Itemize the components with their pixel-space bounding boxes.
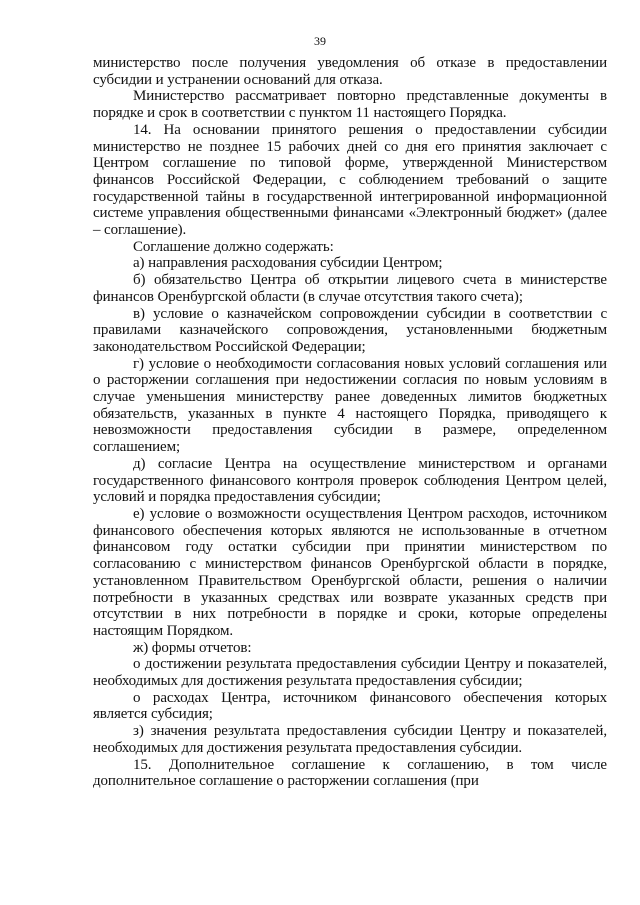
list-item-g: г) условие о необходимости согласования новых условий соглашения или о расторжении соглашения при недостижении согласия по новым условиям в случае уменьшения министерству ранее доведенных лимитов бюджетных обязательств, указанных в пункте 4 настоящего Порядка, приводящего к невозможности предоставления субсидии в размере, определенном соглашением; <box>93 355 607 456</box>
document-body <box>93 55 607 790</box>
list-item-z: з) значения результата предоставления субсидии Центру и показателей, необходимых для достижения результата предоставления субсидии. <box>93 723 607 756</box>
paragraph-15: 15. Дополнительное соглашение к соглашению, в том числе дополнительное соглашение о расторжении соглашения (при <box>93 756 607 790</box>
page-number: 39 <box>314 34 326 48</box>
list-item-b: б) обязательство Центра об открытии лицевого счета в министерстве финансов Оренбургской области (в случае отсутствия такого счета); <box>93 272 607 305</box>
paragraph-resubmission: Министерство рассматривает повторно представленные документы в порядке и срок в соответствии с пунктом 11 настоящего Порядка. <box>93 88 607 122</box>
paragraph-continuation: министерство после получения уведомления об отказе в предоставлении субсидии и устранении оснований для отказа. <box>93 55 607 88</box>
report-form-expenses: о расходах Центра, источником финансового обеспечения которых является субсидия; <box>93 689 607 723</box>
list-item-zh: ж) формы отчетов: <box>133 639 252 656</box>
paragraph-agreement-contents: Соглашение должно содержать: <box>133 238 334 255</box>
list-item-e: е) условие о возможности осуществления Центром расходов, источником финансового обеспечения которых являются не использованные в отчетном финансовом году остатки субсидии при принятии министерством по согласованию с министерством финансов Оренбургской области в порядке, установленном Правительством Оренбургской области, решения о наличии потребности в указанных средствах или возврате указанных средств при отсутствии в них потребности в порядке и сроки, которые определены настоящим Порядком. <box>93 505 607 639</box>
report-form-result: о достижении результата предоставления субсидии Центру и показателей, необходимых для достижения результата предоставления субсидии; <box>93 656 607 690</box>
list-item-d: д) согласие Центра на осуществление министерством и органами государственного финансового контроля проверок соблюдения Центром целей, условий и порядка предоставления субсидии; <box>93 455 607 506</box>
list-item-a: а) направления расходования субсидии Центром; <box>133 255 443 272</box>
paragraph-14: 14. На основании принятого решения о предоставлении субсидии министерство не позднее 15 рабочих дней со дня его принятия заключает с Центром соглашение по типовой форме, утвержденной Министерством финансов Российской Федерации, с соблюдением требований о защите государственной тайны в государственной интегрированной информационной системе управления общественными финансами «Электронный бюджет» (далее – соглашение). <box>93 121 607 239</box>
list-item-v: в) условие о казначейском сопровождении субсидии в соответствии с правилами казначейского сопровождения, установленными бюджетным законодательством Российской Федерации; <box>93 305 607 355</box>
